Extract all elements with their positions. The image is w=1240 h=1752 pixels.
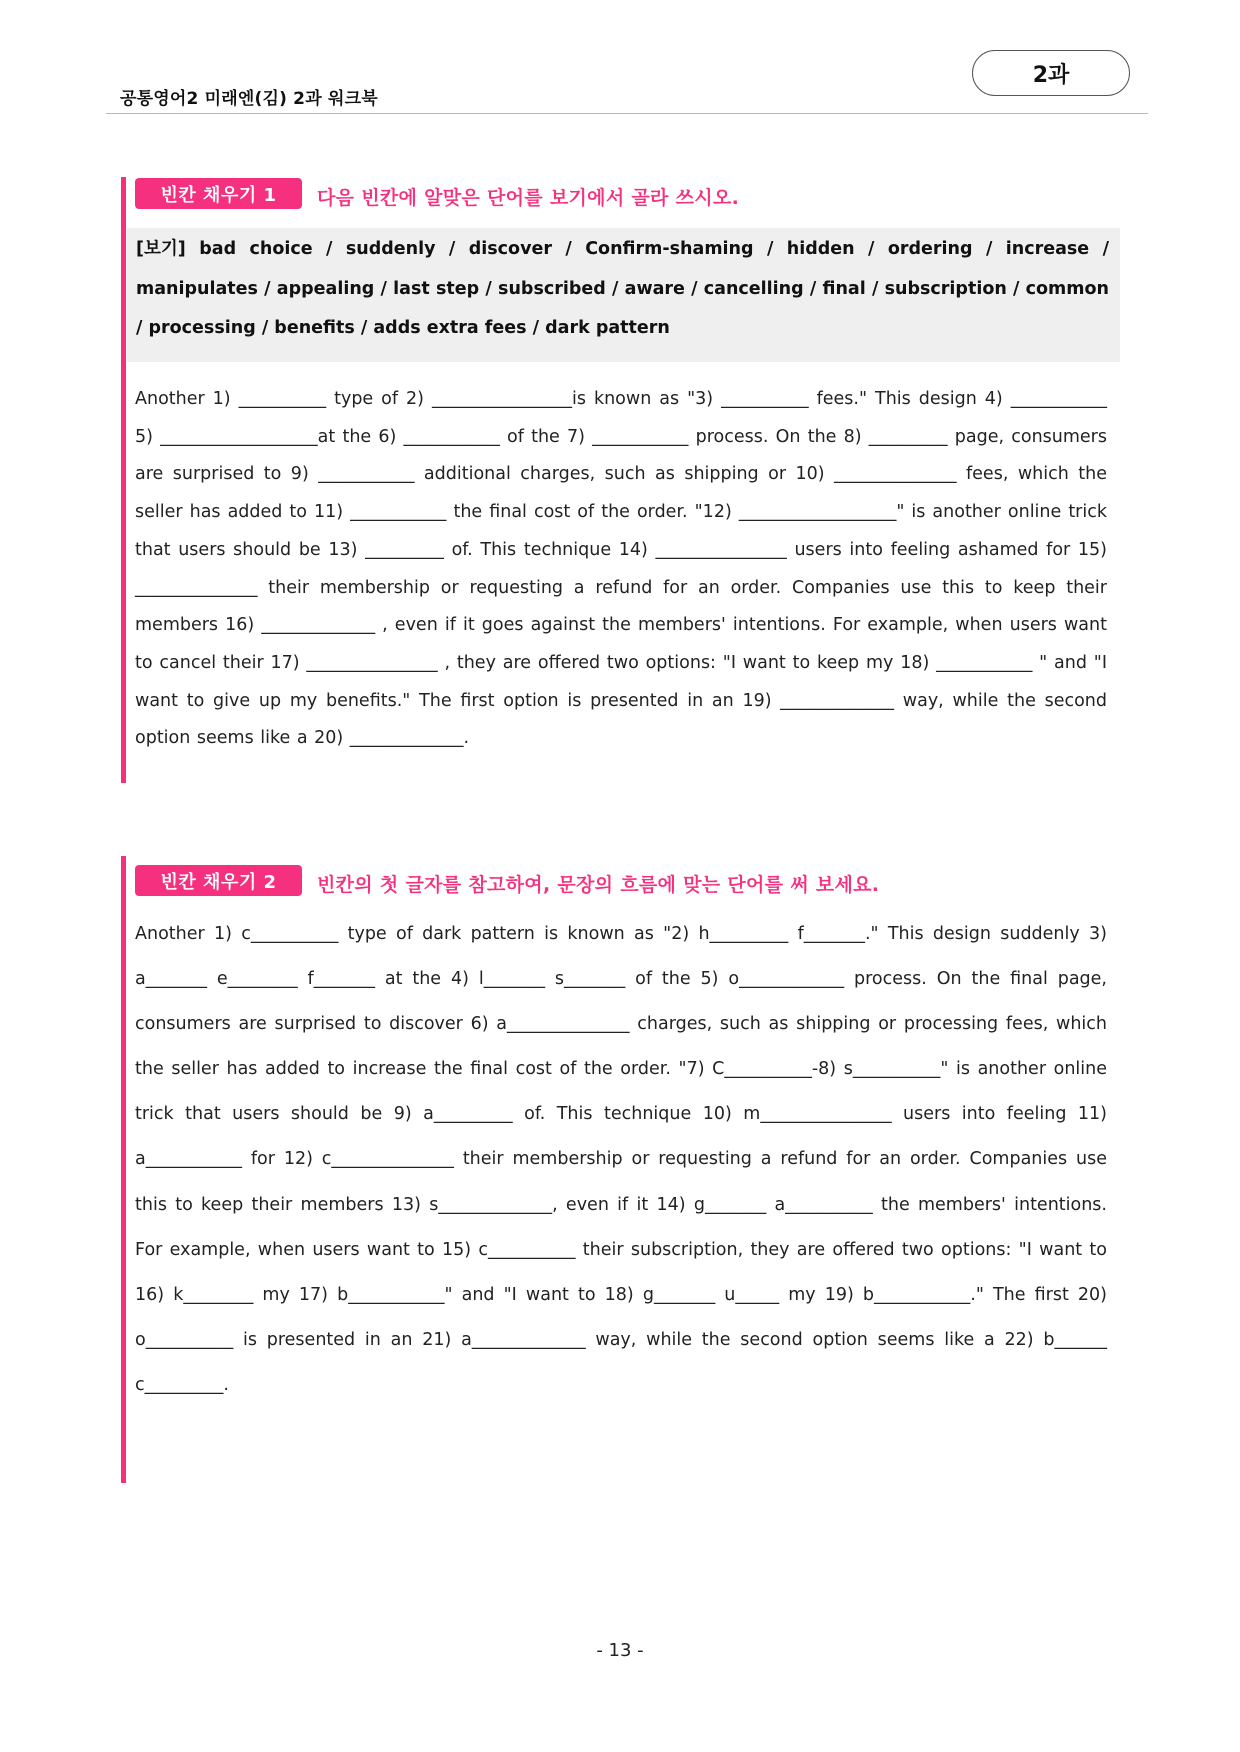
- section1-badge: 빈칸 채우기 1: [135, 178, 302, 209]
- lesson-pill: [972, 50, 1130, 96]
- worksheet-title: 공통영어2 미래엔(김) 2과 워크북: [120, 89, 378, 109]
- section1-passage: Another 1) __________ type of 2) ________________is known as "3) __________ fees." This design 4) ___________ 5) __________________at the 6) ___________ of the 7) ___________ process. On the 8) _________ page, consumers are surprised to 9) ___________ additional charges, such as shipping or 10) ______________ fees, which the seller has added to 11) ___________ the final cost of the order. "12) __________________" is another online trick that users should be 13) _________ of. This technique 14) _______________ users into feeling ashamed for 15) ______________ their membership or requesting a refund for an order. Companies use this to keep their members 16) _____________ , even if it goes against the members' intentions. For example, when users want to cancel their 17) _______________ , they are offered two options: "I want to keep my 18) ___________ " and "I want to give up my benefits." The first option is presented in an 19) _____________ way, while the second option seems like a 20) _____________.: [135, 389, 1107, 749]
- word-bank-box: [127, 228, 1120, 362]
- section1-instruction: 다음 빈칸에 알맞은 단어를 보기에서 골라 쓰시오.: [317, 187, 740, 209]
- word-bank-text: [보기] bad choice / suddenly / discover / Confirm-shaming / hidden / ordering / increase / manipulates / appealing / last step / subscribed / aware / cancelling / final / subscription / common / processing / benefits / adds extra fees / dark pattern: [136, 239, 1109, 338]
- header-divider: [106, 113, 1148, 114]
- section2-instruction: 빈칸의 첫 글자를 참고하여, 문장의 흐름에 맞는 단어를 써 보세요.: [317, 874, 880, 896]
- section2-passage: Another 1) c__________ type of dark pattern is known as "2) h_________ f_______." This design suddenly 3) a_______ e________ f_______ at the 4) l_______ s_______ of the 5) o____________ process. On the final page, consumers are surprised to discover 6) a______________ charges, such as shipping or processing fees, which the seller has added to increase the final cost of the order. "7) C__________-8) s__________" is another online trick that users should be 9) a_________ of. This technique 10) m_______________ users into feeling 11) a___________ for 12) c______________ their membership or requesting a refund for an order. Companies use this to keep their members 13) s_____________, even if it 14) g_______ a__________ the members' intentions. For example, when users want to 15) c__________ their subscription, they are offered two options: "I want to 16) k________ my 17) b___________" and "I want to 18) g_______ u_____ my 19) b___________." The first 20) o__________ is presented in an 21) a_____________ way, while the second option seems like a 22) b______ c_________.: [135, 924, 1107, 1395]
- page-number: - 13 -: [596, 1640, 644, 1661]
- section2-badge: 빈칸 채우기 2: [135, 865, 302, 896]
- lesson-pill-label: 2과: [1032, 62, 1070, 88]
- section1-accent-bar: [121, 177, 126, 783]
- section2-accent-bar: [121, 856, 126, 1483]
